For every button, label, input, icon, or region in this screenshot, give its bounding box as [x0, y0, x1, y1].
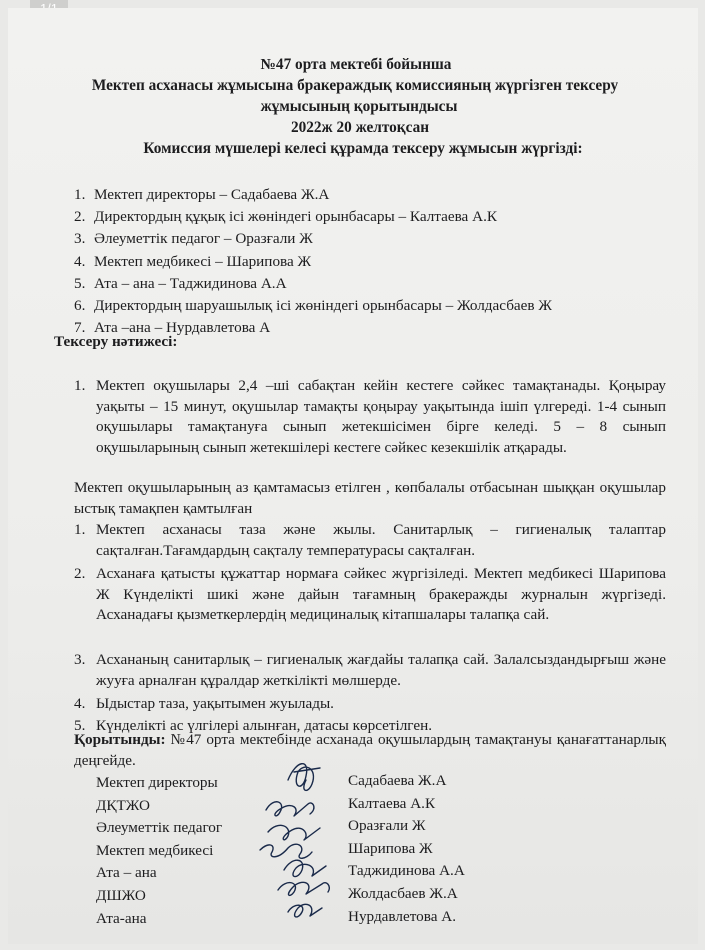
list-item: 6. Директордың шаруашылық ісі жөніндегі орынбасары – Жолдасбаев Ж [74, 297, 552, 315]
document-page [8, 8, 698, 944]
header-subject-cont: жұмысының қорытындысы [260, 98, 458, 115]
signature-role: ДШЖО [96, 886, 146, 904]
signature-dshzho [278, 882, 329, 895]
list-item: 7. Ата –ана – Нурдавлетова А [74, 319, 271, 337]
signature-name: Нурдавлетова А. [348, 907, 457, 925]
signature-name: Оразғали Ж [348, 817, 426, 835]
signature-parent-1 [284, 860, 326, 876]
list-item: 5. Күнделікті ас үлгілері алынған, датасы көрсетілген. [74, 717, 433, 734]
signature-name: Жолдасбаев Ж.А [348, 884, 458, 902]
list-item: 5. Ата – ана – Таджидинова А.А [74, 274, 287, 292]
conclusion-paragraph [74, 730, 666, 771]
conclusion-label: Қорытынды: [74, 731, 166, 748]
list-item: 3. Әлеуметтік педагог – Оразғали Ж [74, 230, 313, 248]
signature-role: Әлеуметтік педагог [96, 819, 223, 837]
header-commission: Комиссия мүшелері келесі құрамда тексеру жұмысын жүргізді: [143, 140, 583, 157]
signature-role: Мектеп медбикесі [96, 841, 214, 859]
header-subject: Мектеп асханасы жұмысына бракераждық комиссияның жүргізген тексеру [91, 77, 619, 94]
list-item: 1. Мектеп асханасы таза және жылы. Санитарлық – гигиеналық талаптар сақталған.Тағамдардың сақталу температурасы сақталған. [74, 521, 666, 559]
signature-role: Ата-ана [96, 909, 147, 927]
list-item: 2. Директордың құқық ісі жөніндегі орынбасары – Калтаева А.К [74, 208, 497, 226]
signature-dktzho [266, 802, 314, 816]
signature-nurse [260, 844, 312, 858]
signature-role: ДҚТЖО [96, 796, 150, 814]
list-item: 4. Мектеп медбикесі – Шарипова Ж [74, 252, 312, 270]
header-school: №47 орта мектебі бойынша [260, 56, 452, 73]
list-item: 1. Мектеп директоры – Садабаева Ж.А [74, 186, 330, 203]
result-item: 1. Мектеп оқушылары 2,4 –ші сабақтан кейін кестеге сәйкес тамақтанады. Қоңырау уақыты – 15 минут, оқушылар тамақты қоңырау уақытында ішіп үлгереді. 1-4 сынып оқушылары тамақтануға сынып жетекшісімен бірге келеді. 5 – 8 сынып оқушыларының сынып жетекшілері кестеге сәйкес кезекшілік атқарады. [74, 377, 666, 456]
signature-name: Садабаева Ж.А [348, 772, 447, 789]
signature-name: Калтаева А.К [348, 794, 436, 812]
signature-role: Ата – ана [96, 864, 157, 882]
signature-name: Шарипова Ж [348, 839, 433, 857]
handwritten-signatures [248, 748, 348, 928]
results-title: Тексеру нәтижесі: [54, 333, 178, 350]
signature-name: Таджидинова А.А [348, 862, 465, 880]
commission-members-list [74, 184, 552, 339]
signature-parent-2 [288, 904, 322, 917]
supply-paragraph: Мектеп оқушыларының аз қамтамасыз етілген , көпбалалы отбасынан шыққан оқушылар ыстық тамақпен қамтылған [74, 479, 666, 517]
signature-roles [96, 772, 222, 930]
list-item: 3. Асхананың санитарлық – гигиеналық жағдайы талапқа сай. Залалсыздандырғыш және жууға арналған құралдар жеткілікті мөлшерде. [74, 651, 666, 689]
signature-role: Мектеп директоры [96, 774, 218, 791]
signature-social-pedagogue [268, 825, 320, 840]
list-item: 4. Ыдыстар таза, уақытымен жуылады. [74, 695, 334, 712]
conclusion-text: №47 орта мектебінде асханада оқушылардың тамақтануы қанағаттанарлық деңгейде. [74, 731, 666, 769]
list-item: 2. Асханаға қатысты құжаттар нормаға сәйкес жүргізіледі. Мектеп медбикесі Шарипова Ж Күнделікті шикі және дайын тағамның бракеражды журналын жүргізеді. Асханадағы қызметкерлердің медициналық кітапшалары талапқа сай. [74, 565, 666, 623]
signature-director [288, 764, 320, 791]
signature-names [348, 770, 465, 928]
header-date: 2022ж 20 желтоқсан [290, 119, 430, 136]
document-header [8, 54, 698, 159]
